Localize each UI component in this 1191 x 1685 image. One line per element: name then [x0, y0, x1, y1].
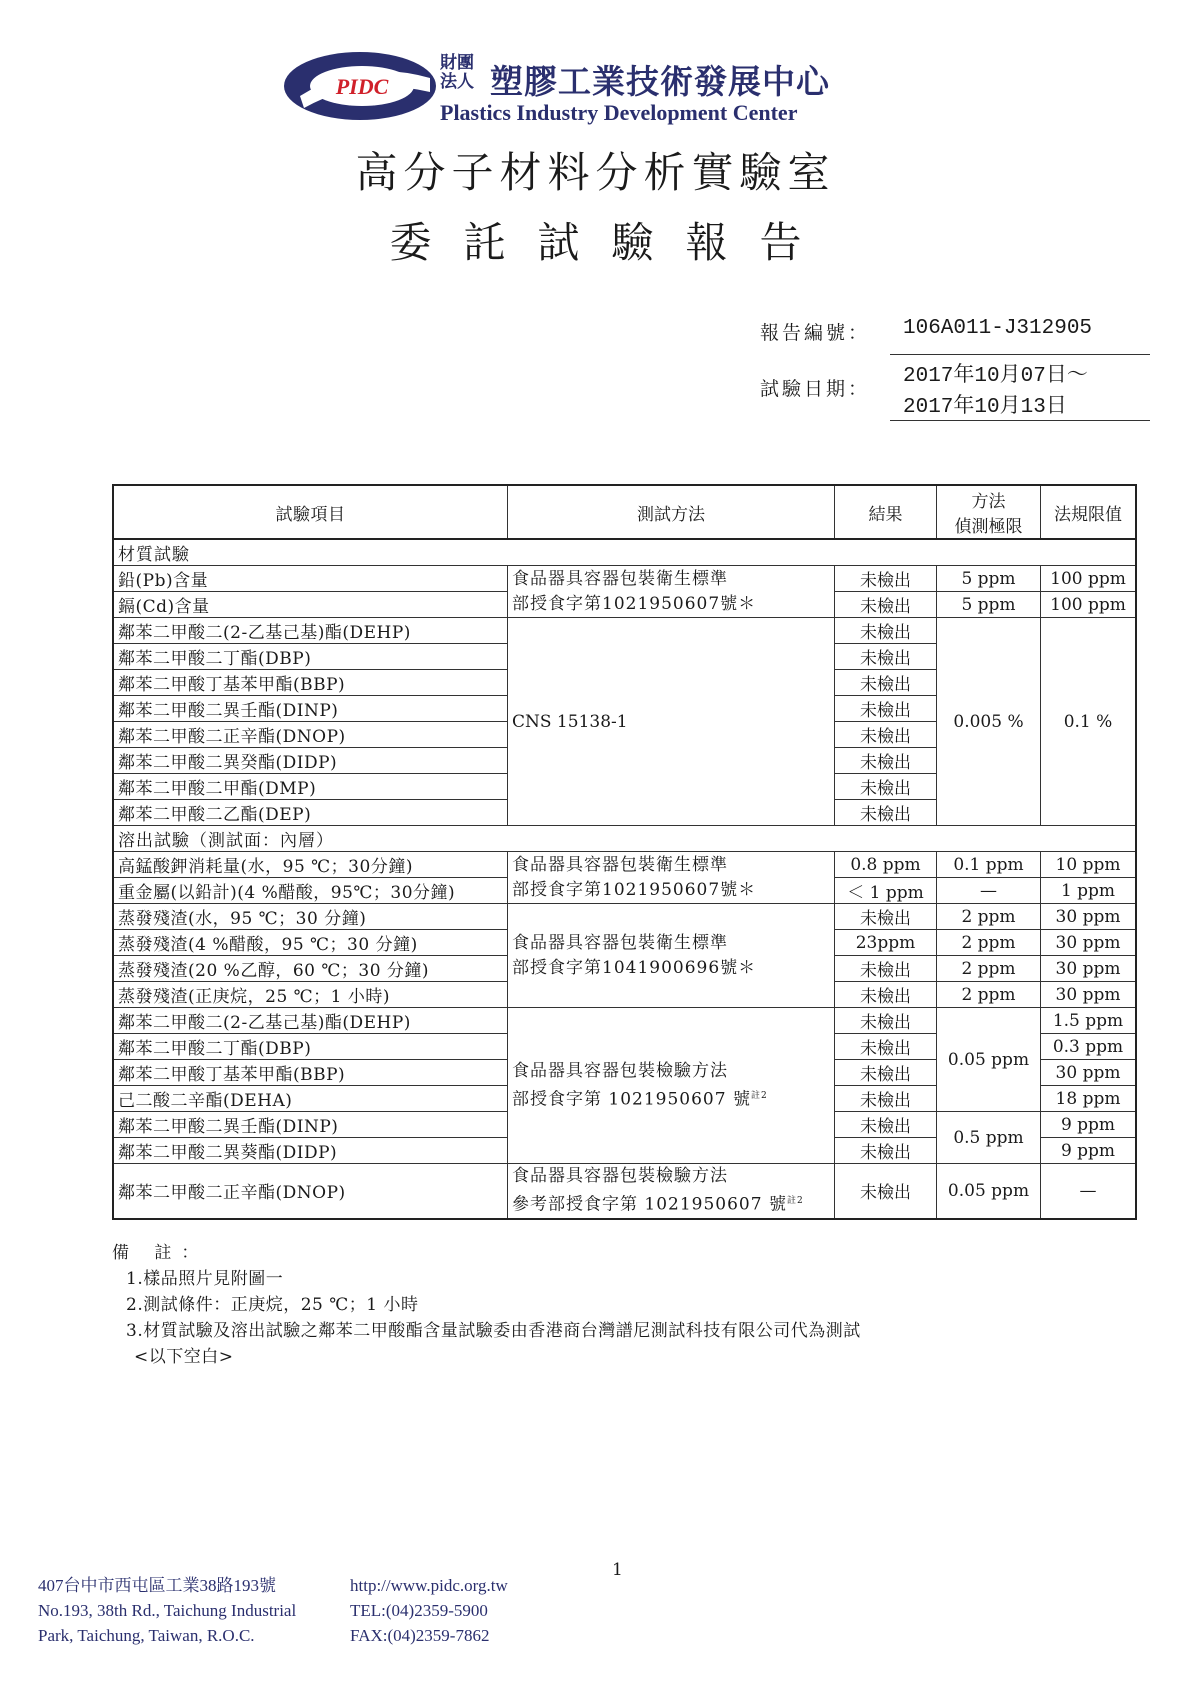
cell-test-item: 鄰苯二甲酸丁基苯甲酯(BBP): [113, 670, 508, 696]
cell-result: 未檢出: [835, 774, 937, 800]
fax: FAX:(04)2359-7862: [350, 1626, 490, 1645]
cell-result: 未檢出: [835, 1060, 937, 1086]
report-no-underline: [890, 354, 1150, 355]
method-cns: CNS 15138-1: [508, 618, 835, 826]
cell-regulatory-limit: 1.5 ppm: [1041, 1008, 1137, 1034]
cell-test-item: 鄰苯二甲酸二正辛酯(DNOP): [113, 722, 508, 748]
page-number: 1: [612, 1560, 623, 1580]
cell-detection-limit: —: [937, 878, 1041, 904]
cell-result: 未檢出: [835, 904, 937, 930]
notes: [112, 1240, 861, 1370]
cell-regulatory-limit: 30 ppm: [1041, 904, 1137, 930]
cell-result: 未檢出: [835, 670, 937, 696]
cell-test-item: 己二酸二辛酯(DEHA): [113, 1086, 508, 1112]
cell-regulatory-limit: 30 ppm: [1041, 930, 1137, 956]
cell-test-item: 鄰苯二甲酸二(2-乙基己基)酯(DEHP): [113, 618, 508, 644]
cell-regulatory-limit: 18 ppm: [1041, 1086, 1137, 1112]
table-row: [113, 618, 1136, 644]
method-inspect-2: 食品器具容器包裝檢驗方法 參考部授食字第 1021950607 號$^{註2}$: [508, 1164, 835, 1219]
cell-detection-limit: 0.1 ppm: [937, 852, 1041, 878]
section-migration: 溶出試驗（測試面：內層）: [113, 826, 1136, 852]
cell-test-item: 蒸發殘渣(20 %乙醇，60 ℃；30 分鐘): [113, 956, 508, 982]
table-header-row: [113, 485, 1136, 539]
cell-result: 未檢出: [835, 1164, 937, 1219]
table-row: [113, 566, 1136, 592]
cell-result: 未檢出: [835, 800, 937, 826]
mdl-group-migration-1: 0.05 ppm: [937, 1008, 1041, 1112]
cell-detection-limit: 2 ppm: [937, 930, 1041, 956]
cell-test-item: 重金屬(以鉛計)(4 %醋酸，95℃；30分鐘): [113, 878, 508, 904]
header-item: 試驗項目: [113, 485, 508, 539]
cell-result: 0.8 ppm: [835, 852, 937, 878]
cell-detection-limit: 5 ppm: [937, 566, 1041, 592]
header-method: 測試方法: [508, 485, 835, 539]
cell-result: 未檢出: [835, 1112, 937, 1138]
cell-detection-limit: 2 ppm: [937, 956, 1041, 982]
cell-regulatory-limit: 30 ppm: [1041, 956, 1137, 982]
cell-result: 23ppm: [835, 930, 937, 956]
cell-test-item: 鄰苯二甲酸二異癸酯(DIDP): [113, 748, 508, 774]
header-mdl: 方法 偵測極限: [937, 485, 1041, 539]
section-row: [113, 539, 1136, 566]
note-item: 3.材質試驗及溶出試驗之鄰苯二甲酸酯含量試驗委由香港商台灣譜尼測試科技有限公司代為測試: [126, 1321, 861, 1341]
cell-regulatory-limit: 30 ppm: [1041, 1060, 1137, 1086]
cell-result: 未檢出: [835, 1086, 937, 1112]
test-date-end: 2017年10月13日: [903, 396, 1067, 419]
telephone: TEL:(04)2359-5900: [350, 1601, 488, 1620]
cell-result: 未檢出: [835, 644, 937, 670]
cell-result: 未檢出: [835, 1034, 937, 1060]
header-limit: 法規限值: [1041, 485, 1137, 539]
cell-detection-limit: 0.05 ppm: [937, 1164, 1041, 1219]
org-name-zh: 塑膠工業技術發展中心: [490, 62, 830, 101]
website-link[interactable]: http://www.pidc.org.tw: [350, 1576, 508, 1595]
table-row: [113, 1008, 1136, 1034]
cell-result: 未檢出: [835, 982, 937, 1008]
cell-result: 未檢出: [835, 722, 937, 748]
cell-test-item: 鄰苯二甲酸二異壬酯(DINP): [113, 696, 508, 722]
cell-result: ＜ 1 ppm: [835, 878, 937, 904]
cell-regulatory-limit: 100 ppm: [1041, 592, 1137, 618]
cell-regulatory-limit: 10 ppm: [1041, 852, 1137, 878]
org-type: 財團 法人: [440, 53, 474, 92]
section-material: 材質試驗: [113, 539, 1136, 566]
cell-regulatory-limit: 0.3 ppm: [1041, 1034, 1137, 1060]
address-en-line2: Park, Taichung, Taiwan, R.O.C.: [38, 1626, 255, 1645]
cell-regulatory-limit: 100 ppm: [1041, 566, 1137, 592]
note-item: 1.樣品照片見附圖一: [126, 1269, 284, 1289]
lab-title: 高分子材料分析實驗室: [355, 148, 836, 197]
test-date-underline: [890, 420, 1150, 421]
cell-test-item: 鄰苯二甲酸二異壬酯(DINP): [113, 1112, 508, 1138]
cell-regulatory-limit: 30 ppm: [1041, 982, 1137, 1008]
footer-contact: [350, 1573, 508, 1648]
cell-test-item: 蒸發殘渣(水，95 ℃；30 分鐘): [113, 904, 508, 930]
method-inspect: 食品器具容器包裝檢驗方法 部授食字第 1021950607 號$^{註2}$: [508, 1008, 835, 1164]
cell-result: 未檢出: [835, 696, 937, 722]
method-food-std-3: 食品器具容器包裝衛生標準 部授食字第1041900696號＊: [508, 904, 835, 1008]
table-row: [113, 1164, 1136, 1219]
cell-detection-limit: 2 ppm: [937, 904, 1041, 930]
address-zh: 407台中市西屯區工業38路193號: [38, 1576, 276, 1595]
cell-test-item: 鄰苯二甲酸二異葵酯(DIDP): [113, 1138, 508, 1164]
cell-test-item: 蒸發殘渣(4 %醋酸，95 ℃；30 分鐘): [113, 930, 508, 956]
method-food-std-2: 食品器具容器包裝衛生標準 部授食字第1021950607號＊: [508, 852, 835, 904]
cell-regulatory-limit: 9 ppm: [1041, 1112, 1137, 1138]
limit-group-material: 0.1 %: [1041, 618, 1137, 826]
cell-result: 未檢出: [835, 618, 937, 644]
results-table: [112, 484, 1137, 1220]
cell-detection-limit: 5 ppm: [937, 592, 1041, 618]
table-row: [113, 904, 1136, 930]
table-row: [113, 852, 1136, 878]
test-date-start: 2017年10月07日～: [903, 365, 1088, 388]
cell-regulatory-limit: 9 ppm: [1041, 1138, 1137, 1164]
cell-test-item: 鄰苯二甲酸丁基苯甲酯(BBP): [113, 1060, 508, 1086]
note-end-marker: <以下空白>: [134, 1347, 234, 1367]
mdl-group-migration-2: 0.5 ppm: [937, 1112, 1041, 1164]
cell-test-item: 高錳酸鉀消耗量(水，95 ℃；30分鐘): [113, 852, 508, 878]
pidc-logo: [280, 48, 440, 124]
cell-result: 未檢出: [835, 592, 937, 618]
cell-detection-limit: 2 ppm: [937, 982, 1041, 1008]
cell-test-item: 鉛(Pb)含量: [113, 566, 508, 592]
note-item: 2.測試條件：正庚烷，25 ℃；1 小時: [126, 1295, 419, 1315]
section-row: [113, 826, 1136, 852]
report-title: 委託試驗報告: [389, 218, 834, 267]
cell-regulatory-limit: —: [1041, 1164, 1137, 1219]
mdl-group-material: 0.005 %: [937, 618, 1041, 826]
cell-result: 未檢出: [835, 748, 937, 774]
cell-result: 未檢出: [835, 1138, 937, 1164]
cell-test-item: 鄰苯二甲酸二丁酯(DBP): [113, 644, 508, 670]
cell-test-item: 鄰苯二甲酸二乙酯(DEP): [113, 800, 508, 826]
footer-address: [38, 1573, 296, 1648]
report-no-label: 報告編號：: [760, 322, 871, 344]
test-date-label: 試驗日期：: [760, 378, 871, 400]
cell-result: 未檢出: [835, 956, 937, 982]
report-no: 106A011-J312905: [903, 317, 1093, 340]
address-en-line1: No.193, 38th Rd., Taichung Industrial: [38, 1601, 297, 1620]
org-name-en: Plastics Industry Development Center: [440, 100, 798, 125]
cell-test-item: 鄰苯二甲酸二甲酯(DMP): [113, 774, 508, 800]
cell-test-item: 鄰苯二甲酸二丁酯(DBP): [113, 1034, 508, 1060]
cell-result: 未檢出: [835, 1008, 937, 1034]
cell-test-item: 鄰苯二甲酸二正辛酯(DNOP): [113, 1164, 508, 1219]
svg-text:PIDC: PIDC: [335, 74, 389, 99]
cell-regulatory-limit: 1 ppm: [1041, 878, 1137, 904]
method-food-std: 食品器具容器包裝衛生標準 部授食字第1021950607號＊: [508, 566, 835, 618]
header-result: 結果: [835, 485, 937, 539]
notes-title: 備 註：: [112, 1243, 209, 1263]
cell-test-item: 蒸發殘渣(正庚烷，25 ℃；1 小時): [113, 982, 508, 1008]
cell-test-item: 鄰苯二甲酸二(2-乙基己基)酯(DEHP): [113, 1008, 508, 1034]
cell-result: 未檢出: [835, 566, 937, 592]
cell-test-item: 鎘(Cd)含量: [113, 592, 508, 618]
